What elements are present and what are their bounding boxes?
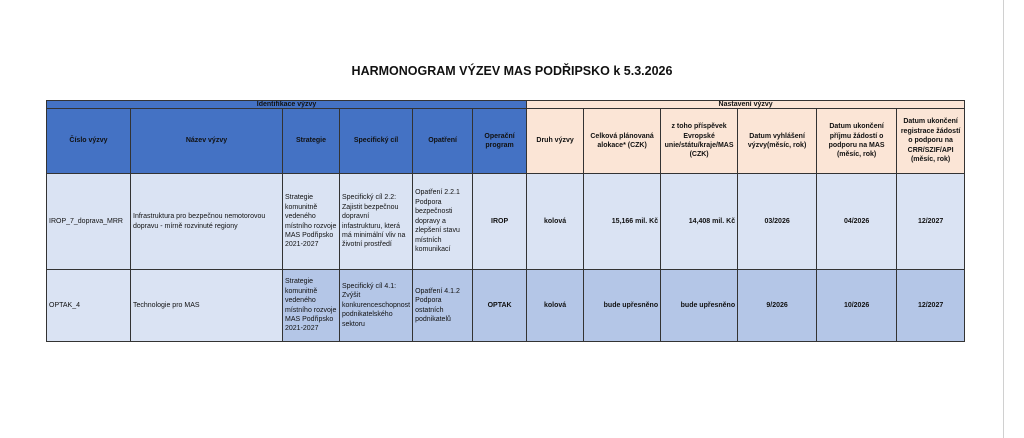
table-row — [47, 174, 965, 270]
column-header: Číslo výzvy — [47, 109, 131, 174]
table-cell: Strategie komunitně vedeného místního rozvoje MAS Podřipsko 2021-2027 — [283, 174, 340, 270]
table-cell: 03/2026 — [738, 174, 817, 270]
column-header: Operační program — [473, 109, 527, 174]
column-header: Druh výzvy — [527, 109, 584, 174]
table-cell: Specifický cíl 4.1: Zvýšit konkurenceschopnost podnikatelského sektoru — [340, 270, 413, 342]
column-header: Strategie — [283, 109, 340, 174]
column-header: z toho příspěvek Evropské unie/státu/kraje/MAS (CZK) — [661, 109, 738, 174]
table-cell: Opatření 2.2.1 Podpora bezpečnosti dopravy a zlepšení stavu místních komunikací — [413, 174, 473, 270]
table-cell: IROP_7_doprava_MRR — [47, 174, 131, 270]
column-header: Název výzvy — [131, 109, 283, 174]
table-row — [47, 270, 965, 342]
column-header: Celková plánovaná alokace* (CZK) — [584, 109, 661, 174]
table-cell: OPTAK — [473, 270, 527, 342]
table-cell: Infrastruktura pro bezpečnou nemotorovou dopravu - mírně rozvinuté regiony — [131, 174, 283, 270]
table-cell: kolová — [527, 270, 584, 342]
table-cell: 10/2026 — [817, 270, 897, 342]
column-header: Opatření — [413, 109, 473, 174]
table-cell: IROP — [473, 174, 527, 270]
group-nastaveni: Nastavení výzvy — [527, 101, 965, 109]
column-header: Specifický cíl — [340, 109, 413, 174]
table-cell: bude upřesněno — [584, 270, 661, 342]
column-header: Datum ukončení registrace žádostí o podporu na CRR/SZIF/API (měsíc, rok) — [897, 109, 965, 174]
harmonogram-table — [46, 100, 965, 342]
group-identifikace: Identifikace výzvy — [47, 101, 527, 109]
column-header: Datum ukončení příjmu žádostí o podporu na MAS (měsíc, rok) — [817, 109, 897, 174]
table-cell: Opatření 4.1.2 Podpora ostatních podnikatelů — [413, 270, 473, 342]
table-cell: kolová — [527, 174, 584, 270]
table-cell: 12/2027 — [897, 174, 965, 270]
table-cell: 9/2026 — [738, 270, 817, 342]
table-cell: bude upřesněno — [661, 270, 738, 342]
column-header: Datum vyhlášení výzvy(měsíc, rok) — [738, 109, 817, 174]
table-cell: Specifický cíl 2.2: Zajistit bezpečnou dopravní infastrukturu, která má minimální vliv na životní prostředí — [340, 174, 413, 270]
page-title: HARMONOGRAM VÝZEV MAS PODŘIPSKO k 5.3.2026 — [351, 64, 673, 78]
table-cell: 15,166 mil. Kč — [584, 174, 661, 270]
table-cell: Strategie komunitně vedeného místního rozvoje MAS Podřipsko 2021-2027 — [283, 270, 340, 342]
table-cell: 04/2026 — [817, 174, 897, 270]
table-cell: 14,408 mil. Kč — [661, 174, 738, 270]
table-cell: OPTAK_4 — [47, 270, 131, 342]
table-cell: 12/2027 — [897, 270, 965, 342]
table-cell: Technologie pro MAS — [131, 270, 283, 342]
